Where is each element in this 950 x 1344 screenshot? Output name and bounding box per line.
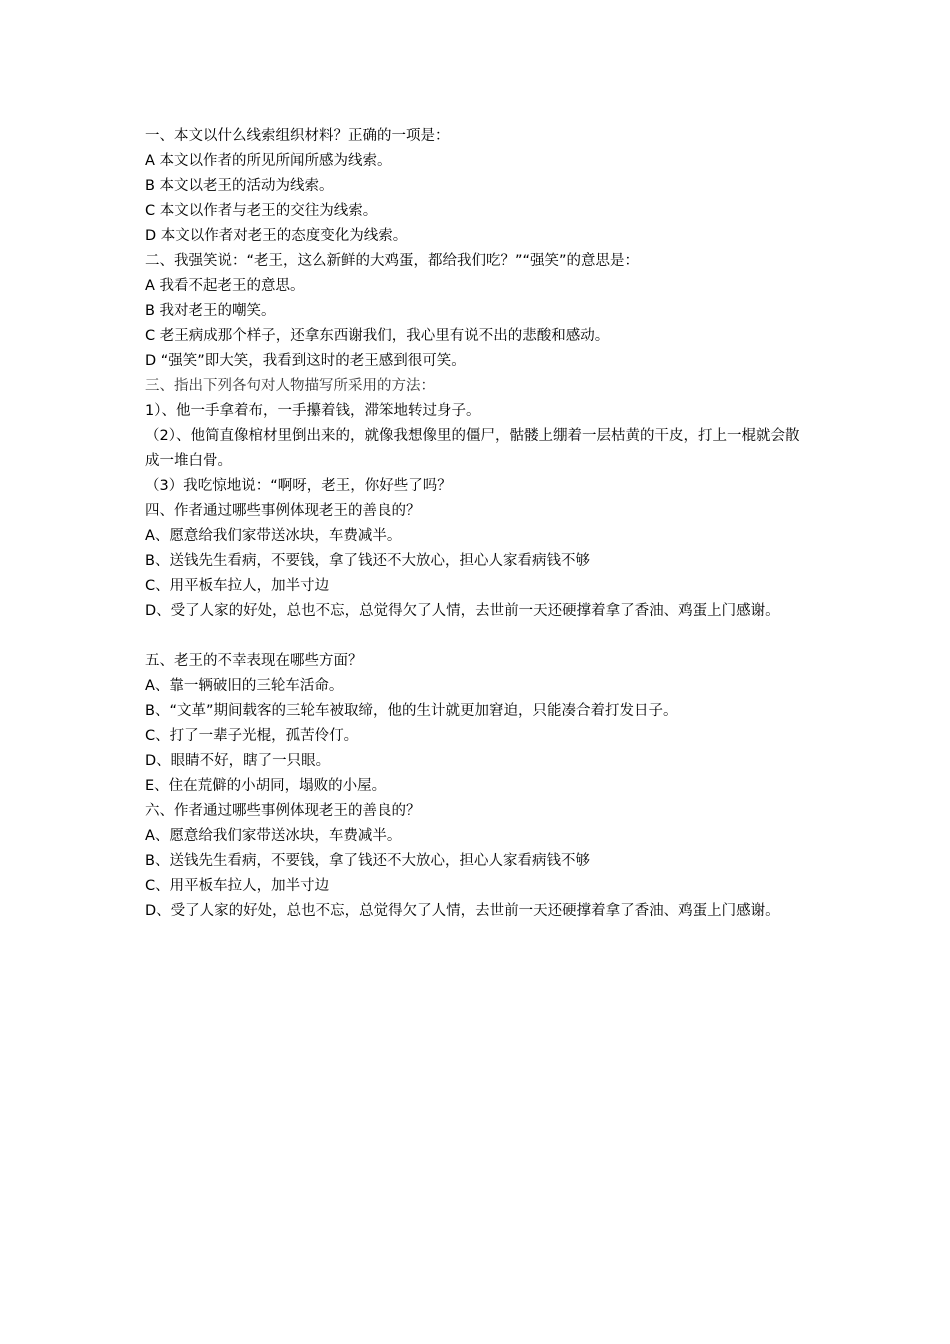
question-5-heading: 五、老王的不幸表现在哪些方面？: [145, 653, 363, 669]
option-line: C、打了一辈子光棍，孤苦伶仃。: [145, 728, 359, 744]
option-line: C 本文以作者与老王的交往为线索。: [145, 203, 378, 219]
option-line: B 我对老王的嘲笑。: [145, 303, 276, 319]
sentence-line: 1）、他一手拿着布，一手攥着钱，滞笨地转过身子。: [145, 403, 481, 419]
question-3-heading: 三、指出下列各句对人物描写所采用的方法：: [145, 378, 435, 394]
option-line: A 我看不起老王的意思。: [145, 278, 305, 294]
option-line: D “强笑”即大笑，我看到这时的老王感到很可笑。: [145, 353, 466, 369]
option-line: D 本文以作者对老王的态度变化为线索。: [145, 228, 408, 244]
option-line: A、愿意给我们家带送冰块，车费减半。: [145, 828, 402, 844]
option-line: A、愿意给我们家带送冰块，车费减半。: [145, 528, 402, 544]
question-4-heading: 四、作者通过哪些事例体现老王的善良的？: [145, 503, 421, 519]
option-line: E、住在荒僻的小胡同，塌败的小屋。: [145, 778, 387, 794]
document-body: [145, 124, 810, 949]
option-line: B、“文革”期间载客的三轮车被取缔，他的生计就更加窘迫，只能凑合着打发日子。: [145, 703, 678, 719]
option-line: C 老王病成那个样子，还拿东西谢我们，我心里有说不出的悲酸和感动。: [145, 328, 610, 344]
option-line: D、眼睛不好，瞎了一只眼。: [145, 753, 331, 769]
option-line: C、用平板车拉人，加半寸边: [145, 578, 330, 594]
question-1-heading: 一、本文以什么线索组织材料？正确的一项是：: [145, 128, 450, 144]
option-line: D、受了人家的好处，总也不忘，总觉得欠了人情，去世前一天还硬撑着拿了香油、鸡蛋上门感谢。: [145, 603, 780, 619]
option-line: D、受了人家的好处，总也不忘，总觉得欠了人情，去世前一天还硬撑着拿了香油、鸡蛋上门感谢。: [145, 903, 780, 919]
option-line: C、用平板车拉人，加半寸边: [145, 878, 330, 894]
question-6-heading: 六、作者通过哪些事例体现老王的善良的？: [145, 803, 421, 819]
option-line: A、靠一辆破旧的三轮车活命。: [145, 678, 344, 694]
sentence-line: （2）、他简直像棺材里倒出来的，就像我想像里的僵尸，骷髅上绷着一层枯黄的干皮，打上一棍就会散成一堆白骨。: [145, 428, 800, 469]
question-2-heading: 二、我强笑说：“老王，这么新鲜的大鸡蛋，都给我们吃？”“强笑”的意思是：: [145, 253, 640, 269]
option-line: B、送钱先生看病，不要钱，拿了钱还不大放心，担心人家看病钱不够: [145, 553, 590, 569]
sentence-line: （3）我吃惊地说：“啊呀，老王，你好些了吗？: [145, 478, 452, 494]
option-line: B、送钱先生看病，不要钱，拿了钱还不大放心，担心人家看病钱不够: [145, 853, 590, 869]
option-line: B 本文以老王的活动为线索。: [145, 178, 334, 194]
option-line: A 本文以作者的所见所闻所感为线索。: [145, 153, 392, 169]
